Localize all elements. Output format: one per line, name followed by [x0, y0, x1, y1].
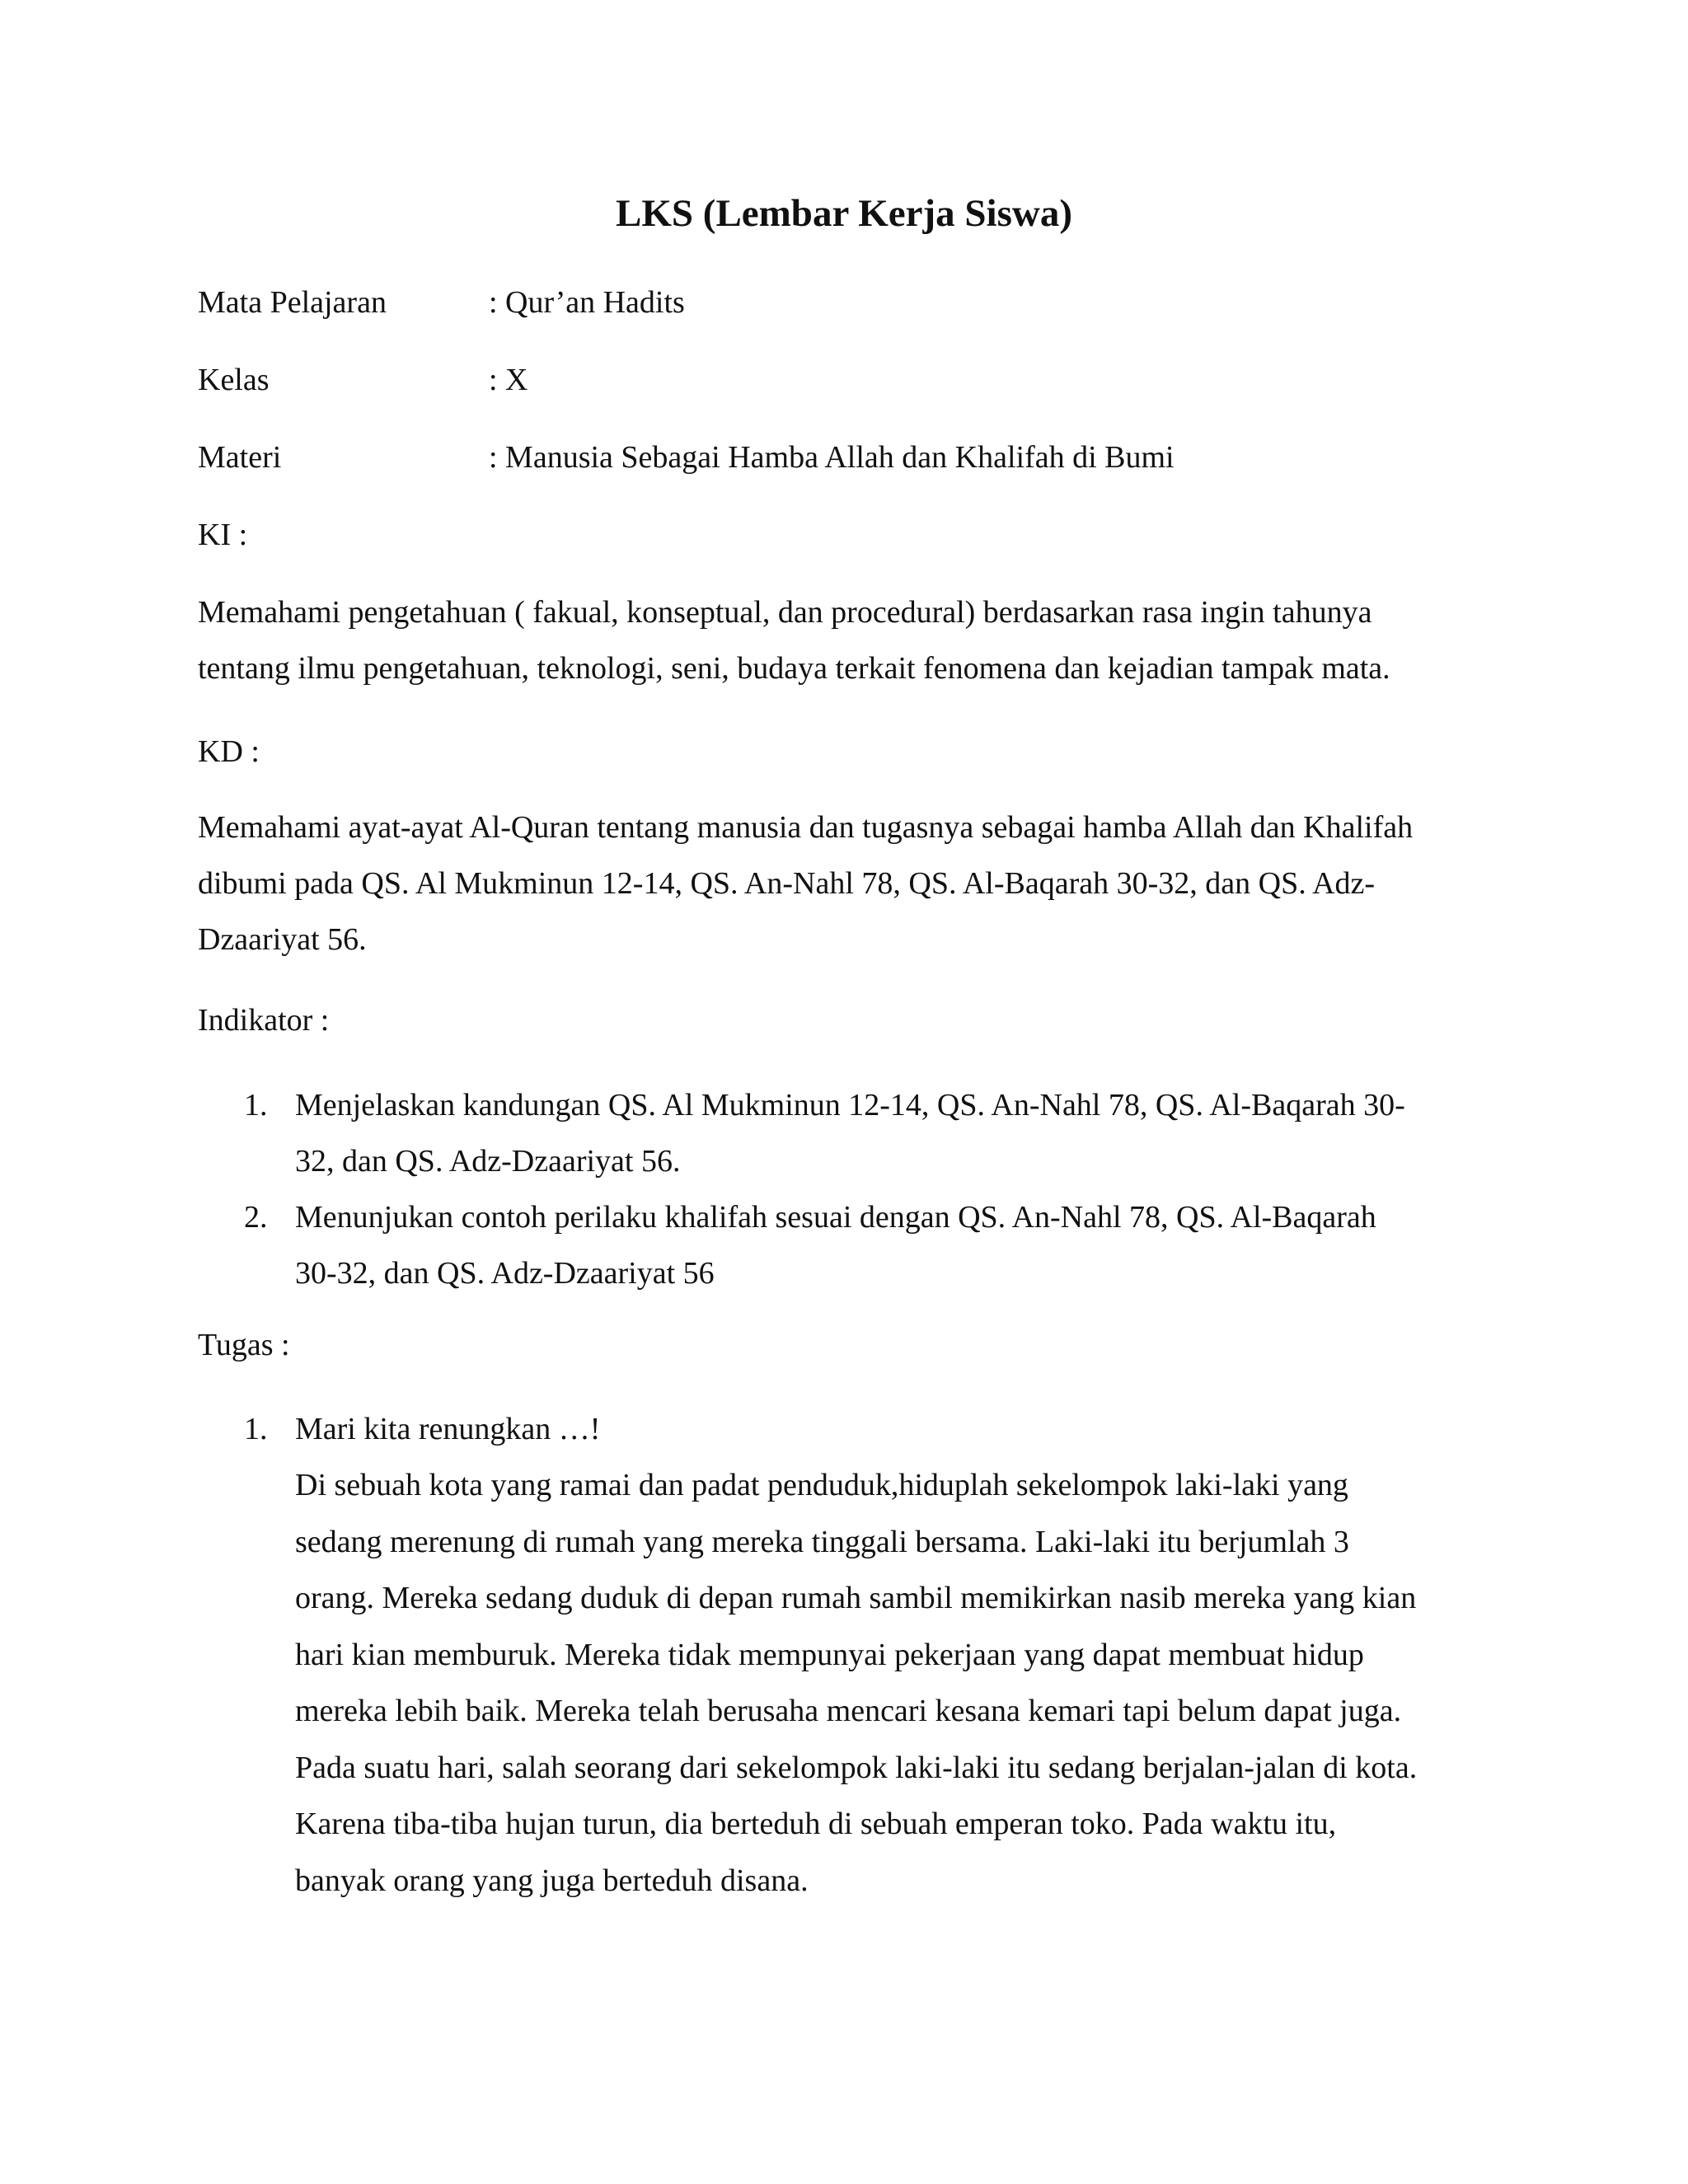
list-item-line: Menjelaskan kandungan QS. Al Mukminun 12-14, QS. An-Nahl 78, QS. Al-Baqarah 30-: [295, 1088, 1405, 1122]
document-title: LKS (Lembar Kerja Siswa): [616, 192, 1072, 235]
list-item: [0, 1189, 1470, 1301]
list-number: 2.: [244, 1200, 268, 1235]
material-value: : Manusia Sebagai Hamba Allah dan Khalifah di Bumi: [489, 440, 1175, 475]
story-line: banyak orang yang juga berteduh disana.: [295, 1863, 809, 1898]
indikator-heading: Indikator :: [198, 1003, 330, 1038]
kd-heading: KD :: [198, 734, 260, 769]
list-item-line: 32, dan QS. Adz-Dzaariyat 56.: [295, 1144, 681, 1179]
class-value: : X: [489, 363, 528, 397]
kd-line: Memahami ayat-ayat Al-Quran tentang manusia dan tugasnya sebagai hamba Allah dan Khalifah: [198, 810, 1414, 845]
ki-line: tentang ilmu pengetahuan, teknologi, seni, budaya terkait fenomena dan kejadian tampak mata.: [198, 651, 1390, 686]
list-item: [0, 1401, 1470, 1909]
kd-line: dibumi pada QS. Al Mukminun 12-14, QS. An-Nahl 78, QS. Al-Baqarah 30-32, dan QS. Adz-: [198, 866, 1376, 901]
task-title: Mari kita renungkan …!: [295, 1412, 601, 1446]
kd-paragraph: [198, 799, 1442, 968]
story-line: mereka lebih baik. Mereka telah berusaha mencari kesana kemari tapi belum dapat juga.: [295, 1694, 1402, 1728]
ki-paragraph: [198, 584, 1442, 696]
story-line: hari kian memburuk. Mereka tidak mempunyai pekerjaan yang dapat membuat hidup: [295, 1637, 1364, 1672]
subject-value: : Qur’an Hadits: [489, 285, 685, 320]
ki-line: Memahami pengetahuan ( fakual, konseptual, dan procedural) berdasarkan rasa ingin tahunya: [198, 595, 1372, 630]
story-line: Di sebuah kota yang ramai dan padat penduduk,hiduplah sekelompok laki-laki yang: [295, 1468, 1348, 1502]
class-label: Kelas: [198, 363, 270, 397]
list-number: 1.: [244, 1412, 268, 1446]
kd-line: Dzaariyat 56.: [198, 922, 367, 957]
tugas-heading: Tugas :: [198, 1328, 290, 1362]
story-line: Pada suatu hari, salah seorang dari sekelompok laki-laki itu sedang berjalan-jalan di kota.: [295, 1750, 1418, 1785]
material-label: Materi: [198, 440, 282, 475]
indikator-list: [0, 1077, 1688, 1301]
subject-label: Mata Pelajaran: [198, 285, 387, 320]
story-line: Karena tiba-tiba hujan turun, dia berteduh di sebuah emperan toko. Pada waktu itu,: [295, 1807, 1337, 1841]
list-item: [0, 1077, 1470, 1189]
list-item-line: Menunjukan contoh perilaku khalifah sesuai dengan QS. An-Nahl 78, QS. Al-Baqarah: [295, 1200, 1376, 1235]
list-number: 1.: [244, 1088, 268, 1122]
list-item-line: 30-32, dan QS. Adz-Dzaariyat 56: [295, 1256, 715, 1291]
tugas-list: [0, 1401, 1688, 1909]
ki-heading: KI :: [198, 518, 248, 552]
story-line: orang. Mereka sedang duduk di depan rumah sambil memikirkan nasib mereka yang kian: [295, 1581, 1417, 1615]
story-line: sedang merenung di rumah yang mereka tinggali bersama. Laki-laki itu berjumlah 3: [295, 1524, 1349, 1559]
